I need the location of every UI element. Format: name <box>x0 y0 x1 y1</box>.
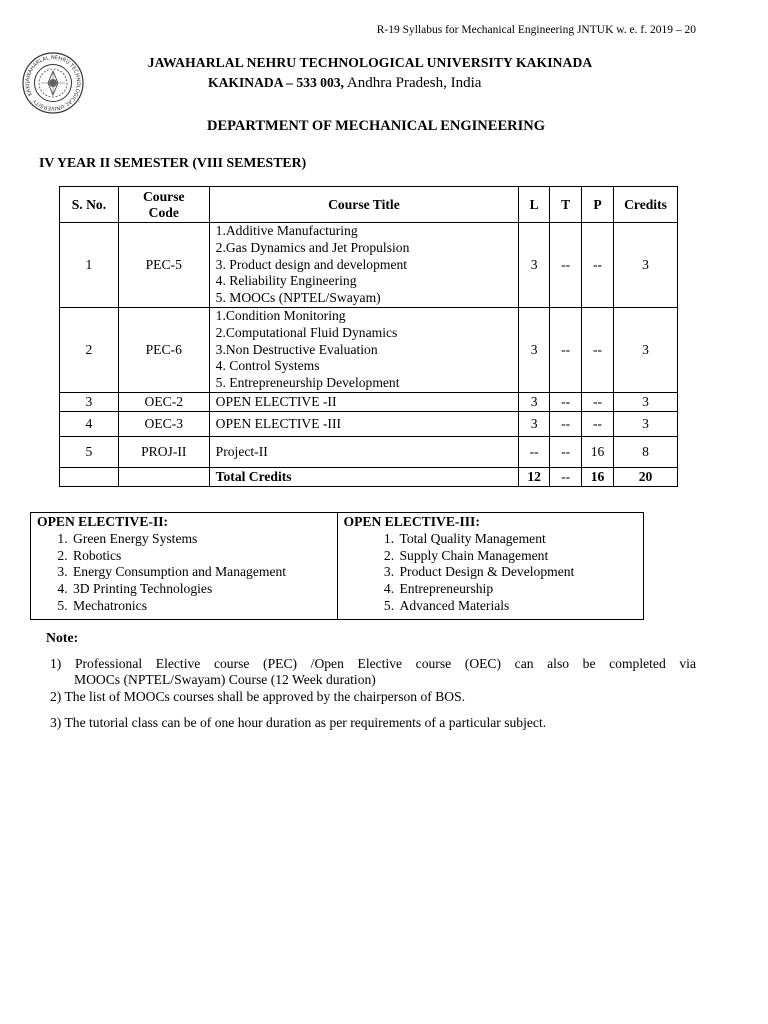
cell-l: 3 <box>519 393 550 412</box>
title-line: 2.Gas Dynamics and Jet Propulsion <box>215 239 410 255</box>
total-credits: 20 <box>614 468 678 487</box>
cell-credits: 3 <box>614 412 678 437</box>
cell-sno: 5 <box>60 437 119 468</box>
cell-credits: 3 <box>614 308 678 393</box>
course-table <box>59 186 678 487</box>
title-line: 5. MOOCs (NPTEL/Swayam) <box>215 290 381 306</box>
total-row <box>60 468 678 487</box>
cell-code: OEC-3 <box>118 412 209 437</box>
cell-t: -- <box>550 308 582 393</box>
header-course-code <box>118 187 209 223</box>
cell-t: -- <box>550 223 582 308</box>
university-name: JAWAHARLAL NEHRU TECHNOLOGICAL UNIVERSITY KAKINADA <box>147 55 593 70</box>
title-line: 2.Computational Fluid Dynamics <box>215 324 398 340</box>
list-item: 3. Energy Consumption and Management <box>71 564 331 581</box>
cell-t: -- <box>550 393 582 412</box>
cell-credits: 8 <box>614 437 678 468</box>
cell-sno: 4 <box>60 412 119 437</box>
cell-p: -- <box>582 223 614 308</box>
cell-title <box>209 223 519 308</box>
header-code-line1: Course <box>142 188 185 204</box>
cell-code: PEC-5 <box>118 223 209 308</box>
total-label: Total Credits <box>209 468 519 487</box>
open-elective-iii-list <box>344 531 638 615</box>
total-l: 12 <box>519 468 550 487</box>
list-item: 4. 3D Printing Technologies <box>71 581 331 598</box>
university-address <box>208 75 481 92</box>
semester-heading: IV YEAR II SEMESTER (VIII SEMESTER) <box>39 155 307 170</box>
cell-code: OEC-2 <box>118 393 209 412</box>
note-1 <box>50 656 696 688</box>
open-elective-iii-heading: OPEN ELECTIVE-III: <box>343 514 480 529</box>
table-row <box>60 308 678 393</box>
cell-p: 16 <box>582 437 614 468</box>
header-p: P <box>582 187 614 223</box>
open-elective-ii-box <box>31 513 338 620</box>
cell-empty <box>118 468 209 487</box>
cell-title <box>209 308 519 393</box>
cell-empty <box>60 468 119 487</box>
title-line: 1.Additive Manufacturing <box>215 223 358 238</box>
list-item: 5. Mechatronics <box>71 598 331 615</box>
open-electives-table <box>30 512 644 620</box>
note-3: 3) The tutorial class can be of one hour duration as per requirements of a particular subject. <box>50 715 547 730</box>
state: Andhra Pradesh, India <box>343 75 482 91</box>
cell-credits: 3 <box>614 223 678 308</box>
cell-l: 3 <box>519 223 550 308</box>
logo-text: JAWAHARLAL NEHRU TECHNOLOGICAL UNIVERSITY · KAKI <box>24 54 82 112</box>
cell-p: -- <box>582 412 614 437</box>
list-item: 1. Green Energy Systems <box>71 531 331 548</box>
open-elective-ii-heading: OPEN ELECTIVE-II: <box>37 514 169 529</box>
title-line: 3. Product design and development <box>215 256 408 272</box>
table-header-row <box>60 187 678 223</box>
city-pin: KAKINADA – 533 003, <box>208 75 344 90</box>
header-code-line2: Code <box>148 204 179 220</box>
list-item: 5. Advanced Materials <box>398 598 638 615</box>
list-item: 2. Supply Chain Management <box>398 548 638 565</box>
note-heading: Note: <box>46 630 79 645</box>
header-sno: S. No. <box>60 187 119 223</box>
cell-p: -- <box>582 308 614 393</box>
list-item: 4. Entrepreneurship <box>398 581 638 598</box>
table-row <box>60 412 678 437</box>
title-line: 1.Condition Monitoring <box>215 308 346 323</box>
list-item: 3. Product Design & Development <box>398 564 638 581</box>
cell-l: 3 <box>519 308 550 393</box>
cell-l: 3 <box>519 412 550 437</box>
cell-title: Project-II <box>209 437 519 468</box>
title-line: 3.Non Destructive Evaluation <box>215 341 378 357</box>
note-1-line1: 1) Professional Elective course (PEC) /Open Elective course (OEC) can also be completed via <box>50 656 696 671</box>
cell-sno: 3 <box>60 393 119 412</box>
note-1-line2: MOOCs (NPTEL/Swayam) Course (12 Week duration) <box>74 672 376 687</box>
open-elective-ii-list <box>37 531 331 615</box>
title-line: 4. Control Systems <box>215 358 320 374</box>
list-item: 1. Total Quality Management <box>398 531 638 548</box>
cell-sno: 1 <box>60 223 119 308</box>
cell-p: -- <box>582 393 614 412</box>
total-p: 16 <box>582 468 614 487</box>
title-line: 5. Entrepreneurship Development <box>215 375 400 391</box>
open-elective-iii-box <box>337 513 644 620</box>
header-course-title: Course Title <box>209 187 519 223</box>
cell-code: PEC-6 <box>118 308 209 393</box>
cell-title: OPEN ELECTIVE -III <box>209 412 519 437</box>
cell-t: -- <box>550 412 582 437</box>
table-row <box>60 393 678 412</box>
cell-sno: 2 <box>60 308 119 393</box>
list-item: 2. Robotics <box>71 548 331 565</box>
running-header: R-19 Syllabus for Mechanical Engineering JNTUK w. e. f. 2019 – 20 <box>376 24 696 36</box>
note-2: 2) The list of MOOCs courses shall be approved by the chairperson of BOS. <box>50 689 466 704</box>
cell-t: -- <box>550 437 582 468</box>
cell-code: PROJ-II <box>118 437 209 468</box>
header-t: T <box>550 187 582 223</box>
cell-credits: 3 <box>614 393 678 412</box>
cell-l: -- <box>519 437 550 468</box>
cell-title: OPEN ELECTIVE -II <box>209 393 519 412</box>
title-line: 4. Reliability Engineering <box>215 273 357 289</box>
table-row <box>60 437 678 468</box>
header-credits: Credits <box>614 187 678 223</box>
total-t: -- <box>550 468 582 487</box>
header-l: L <box>519 187 550 223</box>
department-title: DEPARTMENT OF MECHANICAL ENGINEERING <box>207 118 545 134</box>
table-row <box>60 223 678 308</box>
